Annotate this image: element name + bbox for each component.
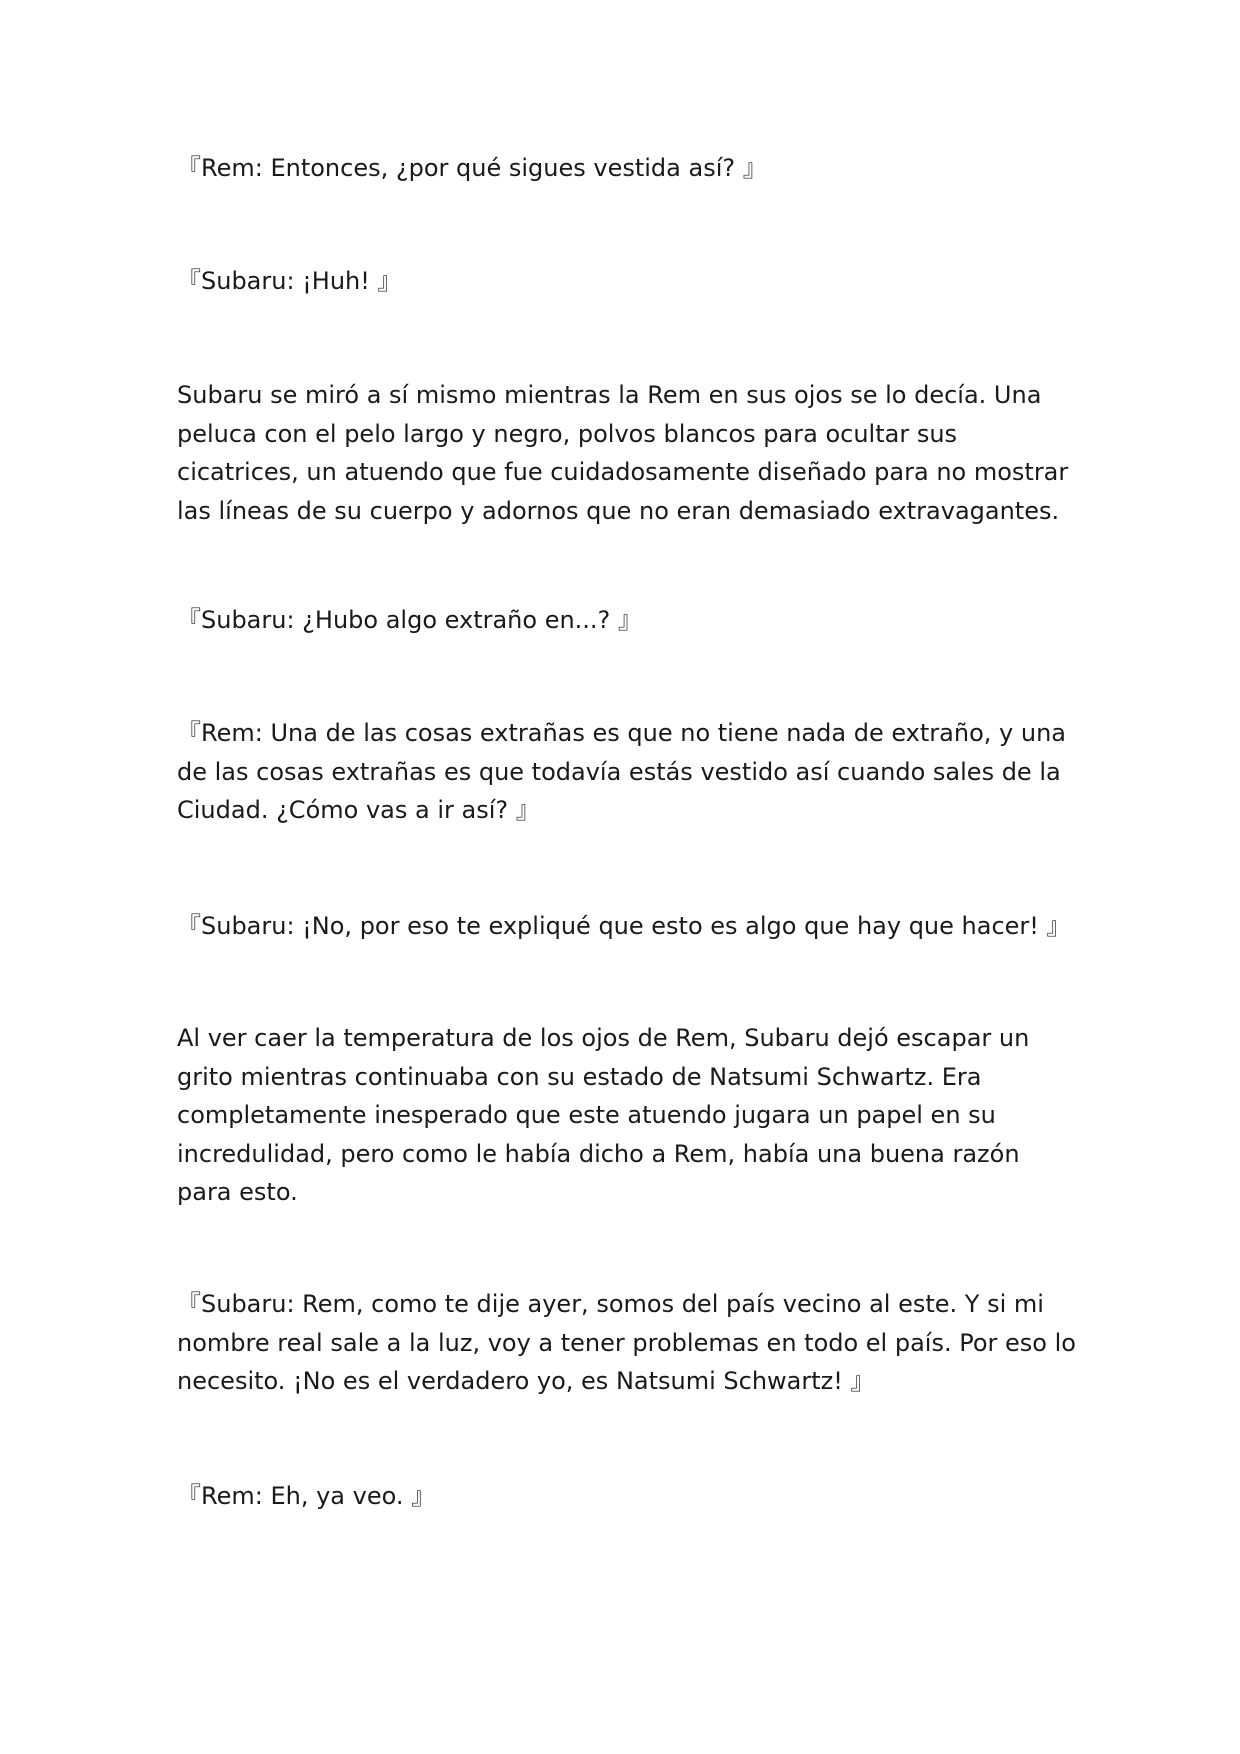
dialogue-rem-3: 『Rem: Eh, ya veo. 』 [177,1482,436,1510]
narration-paragraph-1: Subaru se miró a sí mismo mientras la Rem en sus ojos se lo decía. Una peluca con el pelo largo y negro, polvos blancos para ocultar sus cicatrices, un atuendo que fue cuidadosamente diseñado para no mostrar las líneas de su cuerpo y adornos que no eran demasiado extravagantes. [177,381,1076,525]
narration-paragraph-2: Al ver caer la temperatura de los ojos de Rem, Subaru dejó escapar un grito mientras continuaba con su estado de Natsumi Schwartz. Era completamente inesperado que este atuendo jugara un papel en su incredulidad, pero como le había dicho a Rem, había una buena razón para esto. [177,1024,1037,1206]
dialogue-subaru-3: 『Subaru: ¡No, por eso te expliqué que esto es algo que hay que hacer! 』 [177,912,1071,940]
dialogue-subaru-1: 『Subaru: ¡Huh! 』 [177,267,402,295]
dialogue-rem-1: 『Rem: Entonces, ¿por qué sigues vestida así? 』 [177,154,767,182]
dialogue-subaru-4: 『Subaru: Rem, como te dije ayer, somos del país vecino al este. Y si mi nombre real sale a la luz, voy a tener problemas en todo el país. Por eso lo necesito. ¡No es el verdadero yo, es Natsumi Schwartz! 』 [177,1290,1084,1395]
dialogue-rem-2: 『Rem: Una de las cosas extrañas es que no tiene nada de extraño, y una de las cosas extrañas es que todavía estás vestido así cuando sales de la Ciudad. ¿Cómo vas a ir así? 』 [177,719,1074,824]
dialogue-subaru-2: 『Subaru: ¿Hubo algo extraño en...? 』 [177,606,642,634]
